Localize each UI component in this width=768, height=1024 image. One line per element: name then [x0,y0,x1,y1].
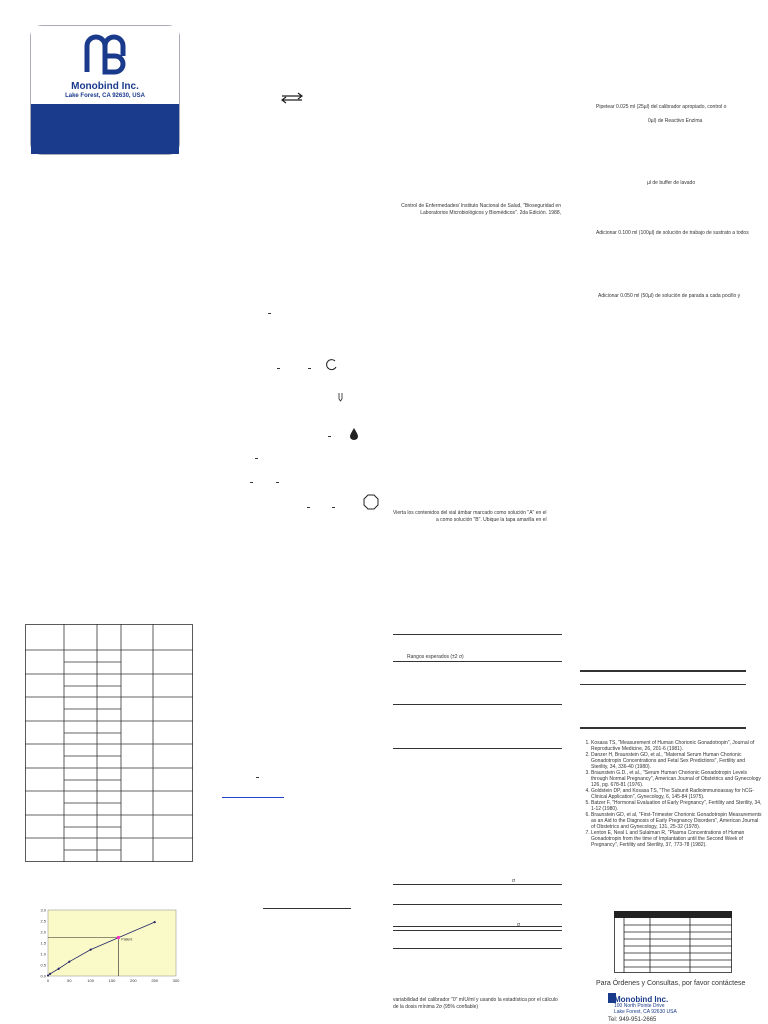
table-rule [393,948,562,949]
step-stop: Adicionar 0.050 ml (50µl) de solución de parada a cada pocillo y [598,293,741,299]
y-tick-label: 2.0 [40,929,46,935]
table-rule [393,634,562,635]
patient-label: Patient [121,937,133,942]
open-circle-icon [326,359,338,371]
x-tick-label: 50 [67,978,72,983]
symbol-dash [308,368,311,369]
reference-item: 4. Goldstein DP, and Kosasa TS, "The Subunit Radioimmunoassay for hCG-Clinical Application", Gynecology, 6, 145-84 (1975). [591,788,763,800]
x-tick-label: 300 [172,978,180,983]
reference-item: 2. Danzer H, Braunstein GD, et al., "Maternal Serum Human Chorionic Gonadotropin Concentrations and Fetal Sex Predictions", Fertility and Sterility, 34, 336-40 (1980). [591,752,763,770]
table-rule [580,684,746,685]
hexagon-icon [363,494,379,510]
y-tick-label: 0.5 [40,962,46,968]
logo-brand-panel [31,104,179,221]
table-rule [393,661,562,662]
calibration-point [49,973,51,975]
biosafety-reference: Control de Enfermedades/ Instituto Nacional de Salud, "Bioseguridad en Laboratorios Microbiológicos y Biomédicos". 2da Edición. 1988, [401,203,561,216]
table-rule [580,670,746,672]
reference-item: 5. Batzer F, "Hormonal Evaluation of Early Pregnancy", Fertility and Sterility, 34, 1-12 (1980). [591,800,763,812]
substrate-prep-text-2: a como solución "B". Ubique la tapa amarilla en el [436,517,547,523]
contact-street: 100 North Pointe Drive [614,1003,665,1009]
dose-response-chart [30,908,180,988]
x-tick-label: 0 [46,978,50,983]
logo-top-panel [31,26,179,104]
y-tick-label: 2.5 [40,918,46,924]
company-logo [30,25,180,221]
y-tick-label: 3.0 [40,907,46,913]
table-rule [393,884,562,885]
patient-point [117,936,120,939]
contact-company: Monobind Inc. [614,995,669,1004]
calibration-point [154,921,156,923]
mb-monogram-icon [83,32,129,78]
reference-list [579,740,763,848]
symbol-dash [276,482,279,483]
table-rule [393,926,562,927]
x-tick-label: 250 [151,978,159,983]
reference-item: 3. Braunstein G.D., et al., "Serum Human Chorionic Gonadotropin Levels through Normal Pregnancy", American Journal of Obstetrics and Gynecology 126, pg. 678-81 (1976). [591,770,763,788]
thermometer-icon [338,393,343,401]
symbol-dash [277,368,280,369]
x-tick-label: 200 [129,978,137,983]
divider [263,908,351,909]
contact-phone: Tel: 949-951-2665 [608,1017,657,1023]
calibration-point [47,974,49,976]
y-tick-label: 1.5 [40,940,46,946]
table-rule [393,704,562,705]
exchange-arrows-icon [280,93,304,103]
symbol-dash [332,507,335,508]
reference-item: 7. Lenton E, Neal L and Sulaiman R, "Plasma Concentrations of Human Gonadotropin from the time of Implantation until the Second Week of Pregnancy", Fertility and Sterility, 37, 773-78 (1982). [591,830,763,848]
table-rule [393,930,562,931]
substrate-prep-text: Vierta los contenidos del vial ámbar marcado como solución "A" en el [393,510,547,516]
table-rule [580,727,746,729]
contact-city: Lake Forest, CA 92630 USA [614,1009,677,1015]
reference-item: 1. Kosasa TS, "Measurement of Human Chorionic Gonadotropin", Journal of Reproductive Medicine, 26, 201-6 (1981). [591,740,763,752]
symbol-dash [307,507,310,508]
orders-contact-heading: Para Órdenes y Consultas, por favor contáctese [596,980,746,987]
y-tick-label: 0.0 [40,973,46,979]
symbol-dash [255,458,258,459]
symbol-dash [268,313,271,314]
table-rule [393,748,562,749]
y-tick-label: 1.0 [40,951,46,957]
calibration-point [68,961,70,963]
expected-ranges-header: Rangos esperados (±2 σ) [407,654,464,660]
sigma-mark: σ [517,922,521,928]
symbol-dash [256,777,259,778]
x-tick-label: 150 [108,978,116,983]
logo-subtitle: ELISA Microwells [49,211,124,221]
order-table [614,911,732,973]
calibrator-table [25,624,193,862]
step-pipette-2: 0µl) de Reactivo Enzima [648,118,703,124]
symbol-dash [250,482,253,483]
step-pipette: Pipetear 0.025 ml (25µl) del calibrador apropiado, control o [596,104,727,110]
symbol-dash [328,436,331,437]
table-rule [393,904,562,905]
calibration-point [90,949,92,951]
logo-company-address: Lake Forest, CA 92630, USA [65,93,145,99]
sigma-mark: σ [512,878,516,884]
step-substrate: Adicionar 0.100 ml (100µl) de solución de trabajo de sustrato a todos [596,230,749,236]
link-underline[interactable] [222,797,284,798]
reference-item: 6. Braunstein GD, et al, "First-Trimester Chorionic Gonadotropin Measurements as an Aid to the Diagnosis of Early Pregnancy Disorders", American Journal of Obstetrics and Gynecology, 131, 25-32 (1978). [591,812,763,830]
sensitivity-text: variabilidad del calibrador "0" mIU/ml y usando la estadística por el cálculo de la dosis mínima 2σ (95% confiable) [393,997,558,1010]
logo-company-name: Monobind Inc. [71,81,139,92]
plot-area [48,910,176,976]
drop-icon [349,428,359,440]
logo-brand: AccuBind [49,186,138,207]
step-wash: µl de buffer de lavado [647,180,696,186]
x-tick-label: 100 [87,978,95,983]
calibration-point [58,968,60,970]
